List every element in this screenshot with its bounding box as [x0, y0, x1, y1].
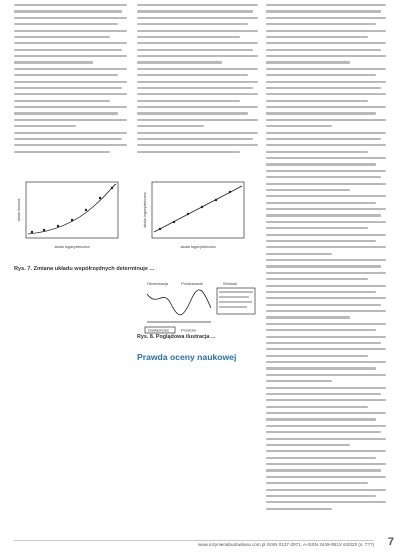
column-3-text-lines	[266, 4, 386, 510]
figure-7-right-svg	[140, 176, 252, 256]
figure-8-caption: Rys. 8. Poglądowa ilustracja ...	[137, 334, 216, 340]
fig8-label-straightening: Prostowanie	[181, 281, 204, 286]
left-point	[85, 209, 87, 211]
fig8-legend-line	[219, 301, 252, 303]
text-column-3	[266, 4, 386, 510]
figure-8	[137, 278, 258, 334]
left-point	[111, 187, 113, 189]
fig8-legend-line	[219, 291, 253, 293]
left-plot-frame	[26, 182, 118, 238]
right-y-label: skala logarytmiczna	[142, 192, 147, 228]
left-point	[43, 229, 45, 231]
left-y-label: skala liniowa	[16, 198, 21, 222]
fig8-label-conclusions: Wnioski	[223, 281, 238, 286]
left-point	[31, 231, 33, 233]
text-column-2	[137, 4, 258, 153]
left-curve	[28, 184, 116, 234]
page-number: 7	[387, 536, 394, 548]
left-points	[31, 187, 113, 233]
figure-8-svg	[137, 278, 258, 334]
fig8-label-observation: Obserwacja	[147, 281, 169, 286]
right-plot-frame	[152, 182, 244, 238]
right-point	[187, 213, 189, 215]
figure-7-right-chart	[140, 176, 252, 256]
figure-7-left-svg	[14, 176, 126, 256]
right-point	[159, 228, 161, 230]
fig8-wave-curve	[147, 290, 211, 315]
right-point	[173, 221, 175, 223]
left-point	[57, 225, 59, 227]
text-column-1	[14, 4, 127, 153]
footer-text: www.inzynieriabudowlana.com.pl ISSN 0137-2971, e-ISSN 2449-951X 6/2020 (s. 7??)	[198, 542, 374, 547]
left-point	[71, 219, 73, 221]
fig8-label-simplicity: Prostota	[181, 327, 196, 333]
left-point	[99, 197, 101, 199]
right-x-label: skala logarytmiczna	[180, 244, 216, 249]
figure-7-caption: Rys. 7. Zmiana układu współrzędnych determinuje ...	[14, 266, 155, 272]
figure-7	[14, 176, 258, 266]
figure-7-left-chart	[14, 176, 126, 256]
fig8-legend-line	[219, 296, 249, 298]
column-2-text-lines	[137, 4, 258, 153]
right-point	[215, 199, 217, 201]
section-heading: Prawda oceny naukowej	[137, 352, 237, 362]
fig8-legend-line	[219, 306, 247, 308]
right-fit-line	[154, 186, 242, 232]
column-1-text-lines	[14, 4, 127, 153]
right-point	[229, 191, 231, 193]
right-point	[201, 206, 203, 208]
fig8-label-accuracy: Dokładność	[148, 327, 169, 333]
left-x-label: skala logarytmiczna	[54, 244, 90, 249]
